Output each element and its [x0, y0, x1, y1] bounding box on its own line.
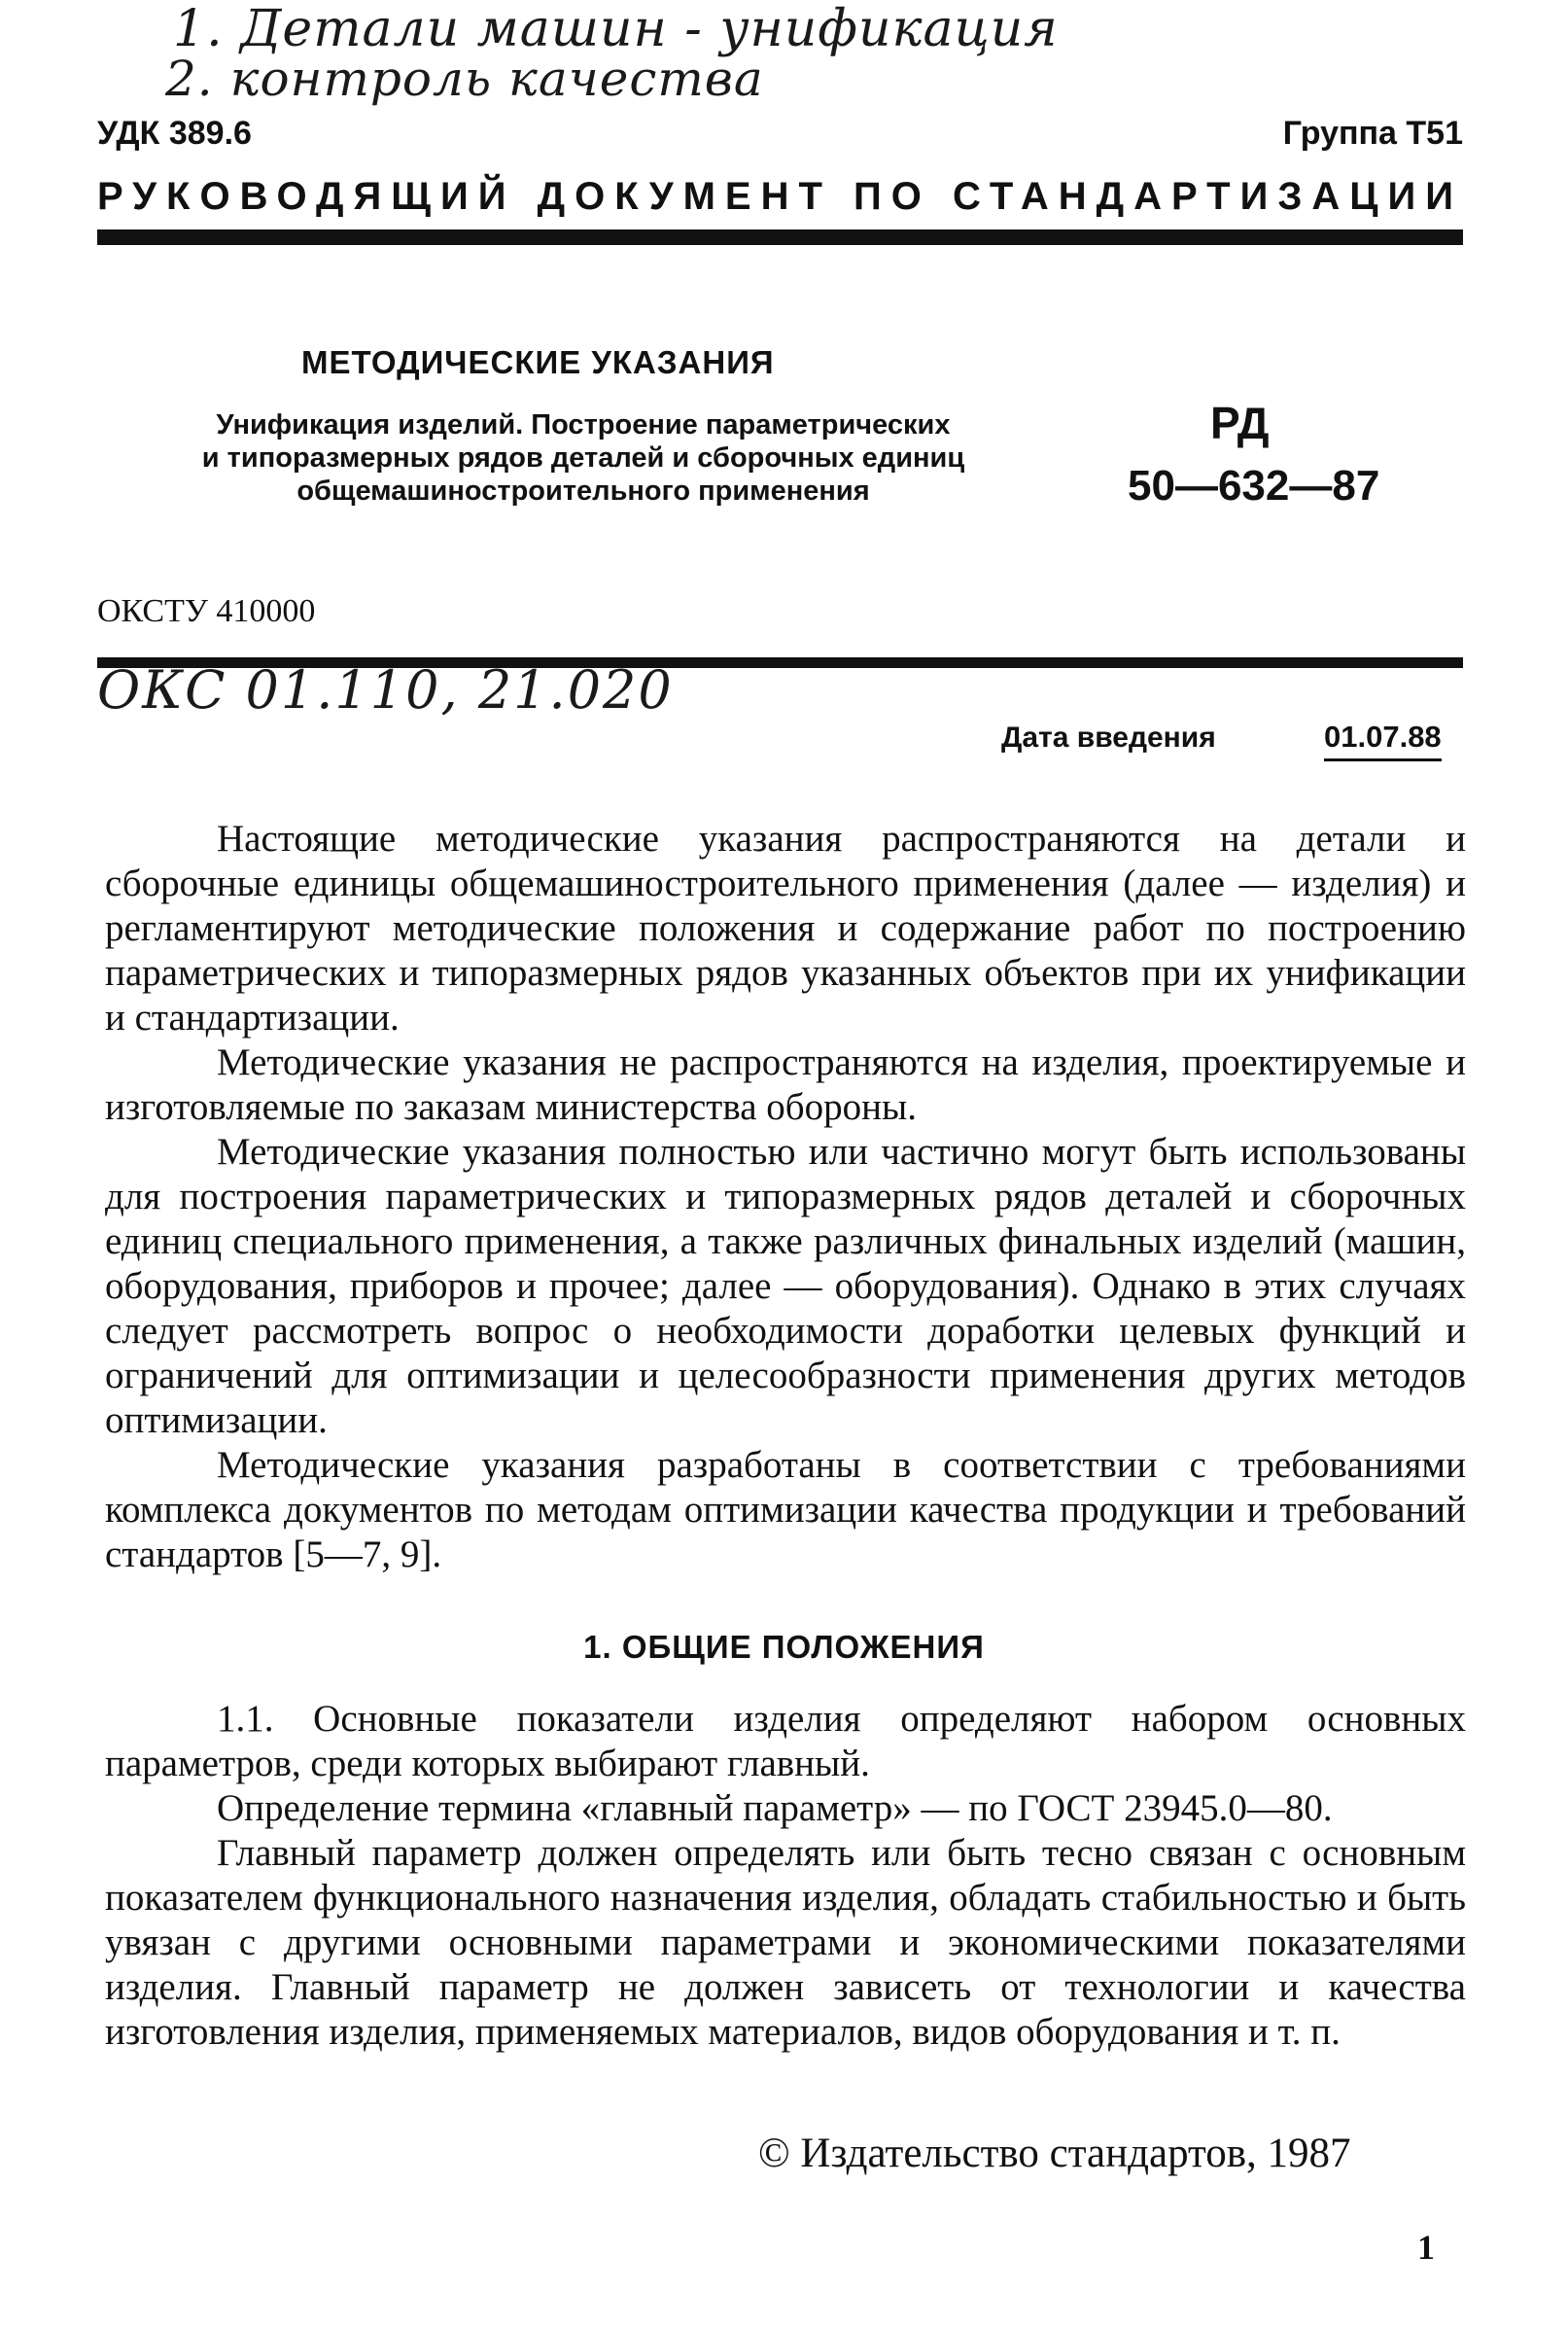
udk-code: УДК 389.6: [97, 115, 252, 152]
section-paragraph-2: Определение термина «главный параметр» — по ГОСТ 23945.0—80.: [217, 1787, 1333, 1829]
section-heading: 1. ОБЩИЕ ПОЛОЖЕНИЯ: [583, 1629, 985, 1665]
document-subject: [117, 408, 1050, 508]
handwritten-note-1: 1. Детали машин - унификация: [173, 0, 1059, 58]
subject-line-3: общемашиностроительного применения: [296, 476, 870, 507]
doctype-word-4: СТАНДАРТИЗАЦИИ: [953, 175, 1463, 218]
document-type-heading: [97, 175, 1463, 219]
effective-date-label: Дата введения: [1001, 722, 1216, 754]
doctype-word-2: ДОКУМЕНТ: [537, 175, 832, 218]
guidelines-title: МЕТОДИЧЕСКИЕ УКАЗАНИЯ: [301, 344, 775, 380]
section-1-text: [105, 1697, 1466, 2055]
header-divider: [97, 229, 1463, 245]
doctype-word-3: ПО: [854, 175, 931, 218]
copyright-notice: © Издательство стандартов, 1987: [758, 2131, 1351, 2176]
okstu-code: ОКСТУ 410000: [97, 593, 316, 629]
intro-paragraph-4: Методические указания разработаны в соответствии с требованиями комплекса документов по методам оптимизации качества продукции и требований стандартов [5—7, 9].: [105, 1444, 1466, 1575]
intro-paragraph-1: Настоящие методические указания распространяются на детали и сборочные единицы общемашиностроительного применения (далее — изделия) и регламентируют методические положения и содержание работ по построению параметрических и типоразмерных рядов указанных объектов при их унификации и стандартизации.: [105, 818, 1466, 1039]
handwritten-note-2: 2. контроль качества: [165, 51, 764, 107]
section-paragraph-3: Главный параметр должен определять или быть тесно связан с основным показателем функционального назначения изделия, обладать стабильностью и быть увязан с другими основными параметрами и экономическими показателями изделия. Главный параметр не должен зависеть от технологии и качества изготовления изделия, применяемых материалов, видов оборудования и т. п.: [105, 1832, 1466, 2053]
page-number: 1: [1417, 2228, 1435, 2267]
subject-line-1: Унификация изделий. Построение параметрических: [216, 409, 951, 441]
doctype-word-1: РУКОВОДЯЩИЙ: [97, 175, 516, 218]
subject-line-2: и типоразмерных рядов деталей и сборочных единиц: [201, 442, 965, 474]
handwritten-classification: ОКС 01.110, 21.020: [97, 659, 674, 721]
rd-label: РД: [1210, 398, 1270, 448]
group-code: Группа Т51: [1282, 115, 1463, 152]
intro-paragraph-2: Методические указания не распространяются на изделия, проектируемые и изготовляемые по заказам министерства обороны.: [105, 1041, 1466, 1128]
section-paragraph-1: 1.1. Основные показатели изделия определяют набором основных параметров, среди которых выбирают главный.: [105, 1698, 1466, 1784]
rd-number: 50—632—87: [1128, 462, 1380, 510]
intro-paragraph-3: Методические указания полностью или частично могут быть использованы для построения параметрических и типоразмерных рядов деталей и сборочных единиц специального применения, а также различных финальных изделий (машин, оборудования, приборов и прочее; далее — оборудования). Однако в этих случаях следует рассмотреть вопрос о необходимости доработки целевых функций и ограничений для оптимизации и целесообразности применения других методов оптимизации.: [105, 1131, 1466, 1441]
effective-date-value: 01.07.88: [1324, 720, 1442, 761]
intro-text: [105, 817, 1466, 1577]
